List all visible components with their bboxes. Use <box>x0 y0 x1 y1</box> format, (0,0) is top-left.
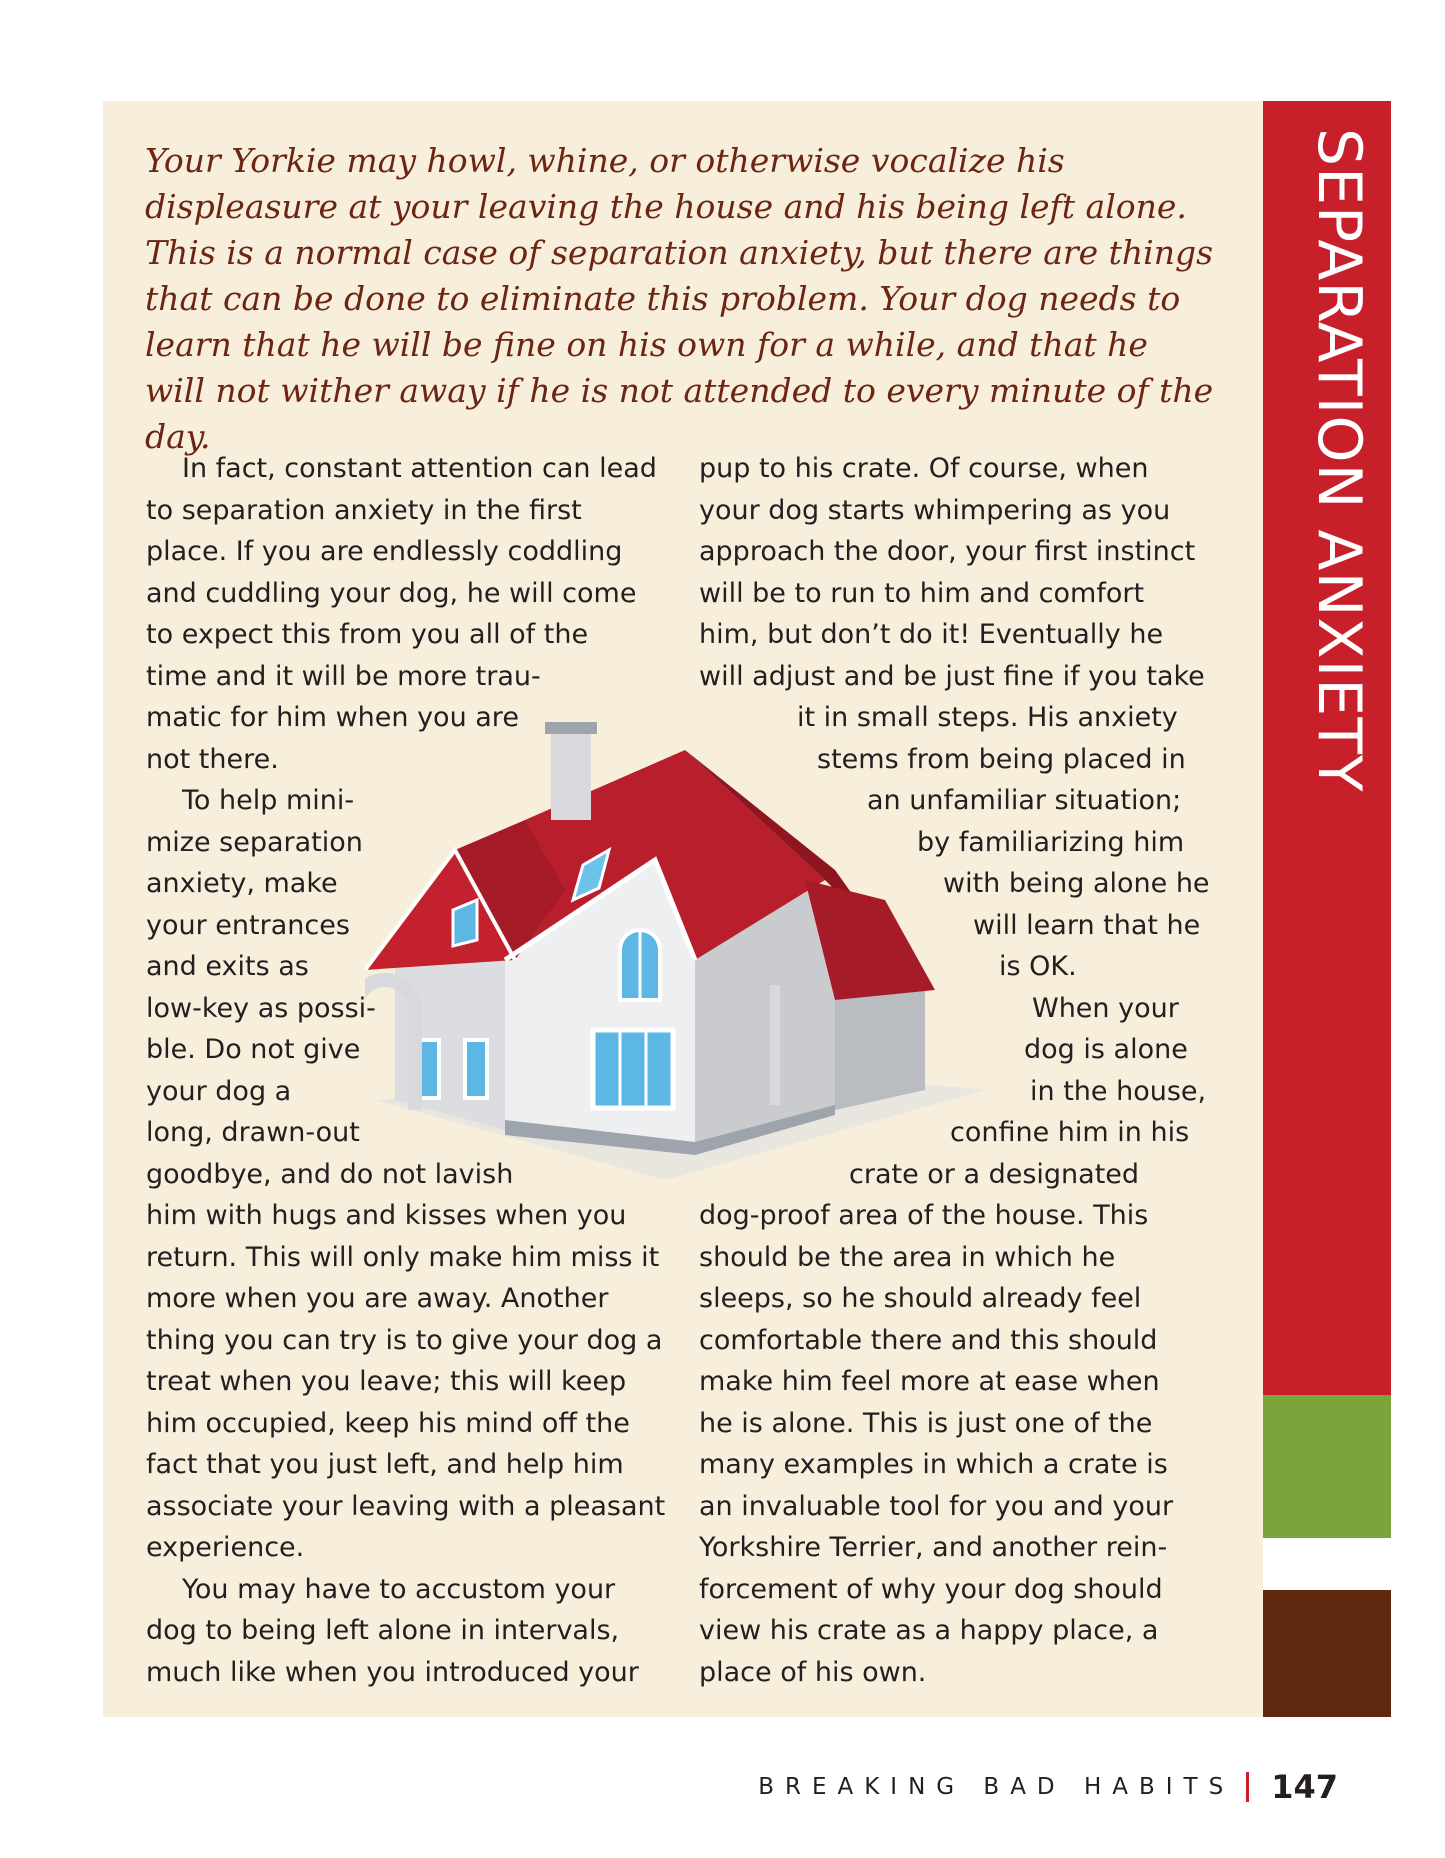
text-line: comfortable there and this should <box>699 1324 1158 1356</box>
text-line: crate or a designated <box>849 1158 1140 1190</box>
text-line: dog-proof area of the house. This <box>699 1200 1149 1231</box>
text-line: will learn that he <box>973 909 1201 941</box>
text-line: low-key as possi- <box>146 992 376 1024</box>
text-line: dog is alone <box>1024 1034 1188 1065</box>
text-line: to separation anxiety in the first <box>146 494 582 526</box>
text-line: return. This will only make him miss it <box>146 1241 660 1273</box>
text-line: Yorkshire Terrier, and another rein- <box>699 1532 1168 1563</box>
text-line: You may have to accustom your <box>182 1573 616 1605</box>
text-line: To help mini- <box>182 785 355 816</box>
sidebar-green-band <box>1263 1395 1391 1538</box>
text-line: dog to being left alone in intervals, <box>146 1615 620 1646</box>
text-line: an unfamiliar situation; <box>867 785 1182 816</box>
text-line: place. If you are endlessly coddling <box>146 536 623 567</box>
text-line: goodbye, and do not lavish <box>146 1158 514 1190</box>
text-line: sleeps, so he should already feel <box>699 1283 1142 1314</box>
text-line: much like when you introduced your <box>146 1656 639 1688</box>
text-line: by familiarizing him <box>917 826 1185 858</box>
text-line: thing you can try is to give your dog a <box>146 1324 663 1356</box>
text-line: ble. Do not give <box>146 1034 361 1065</box>
text-line: confine him in his <box>950 1117 1190 1148</box>
text-line: In fact, constant attention can lead <box>182 453 657 484</box>
text-line: him occupied, keep his mind off the <box>146 1407 630 1439</box>
text-line: experience. <box>146 1532 305 1563</box>
text-line: will adjust and be just fine if you take <box>699 660 1205 692</box>
chapter-sidebar-title: SEPARATION ANXIETY <box>1304 128 1374 793</box>
text-line: time and it will be more trau- <box>146 660 541 692</box>
text-line: treat when you leave; this will keep <box>146 1366 627 1397</box>
left-text-column <box>146 448 666 1693</box>
text-line: approach the door, your first instinct <box>699 536 1196 567</box>
text-line: with being alone he <box>943 868 1210 899</box>
text-line: place of his own. <box>699 1656 927 1688</box>
text-line: more when you are away. Another <box>146 1283 609 1314</box>
text-line: not there. <box>146 743 279 775</box>
text-line: will be to run to him and comfort <box>699 577 1145 609</box>
sidebar-brown-band <box>1263 1590 1391 1717</box>
text-line: associate your leaving with a pleasant <box>146 1490 666 1522</box>
text-line: anxiety, make <box>146 868 338 899</box>
page-footer <box>758 1768 1338 1806</box>
text-line: him with hugs and kisses when you <box>146 1200 627 1231</box>
text-line: he is alone. This is just one of the <box>699 1407 1153 1439</box>
text-line: is OK. <box>999 951 1077 982</box>
text-line: stems from being placed in <box>817 743 1186 775</box>
intro-paragraph: Your Yorkie may howl, whine, or otherwise vocalize his displeasure at your leaving the house and his being left alone. This is a normal case of separation anxiety, but there are things that can be done to eliminate this problem. Your dog needs to learn that he will be fine on his own for a while, and that he will not wither away if he is not attended to every minute of the day. <box>145 141 1214 456</box>
text-line: When your <box>1032 992 1179 1024</box>
text-line: and exits as <box>146 951 309 982</box>
text-line: many examples in which a crate is <box>699 1449 1168 1480</box>
text-line: your dog a <box>146 1075 292 1107</box>
text-line: it in small steps. His anxiety <box>797 702 1178 733</box>
text-line: make him feel more at ease when <box>699 1366 1160 1397</box>
text-line: view his crate as a happy place, a <box>699 1615 1159 1646</box>
text-line: mize separation <box>146 826 363 858</box>
text-line: matic for him when you are <box>146 702 519 733</box>
running-footer-section: BREAKING BAD HABITS <box>758 1774 1235 1800</box>
text-line: long, drawn-out <box>146 1117 360 1148</box>
text-line: in the house, <box>1030 1075 1207 1107</box>
footer-divider <box>1246 1772 1249 1802</box>
text-line: your entrances <box>146 909 350 941</box>
text-line: forcement of why your dog should <box>699 1573 1163 1605</box>
text-line: to expect this from you all of the <box>146 619 589 650</box>
right-text-column <box>699 448 1219 1693</box>
page-number: 147 <box>1271 1768 1338 1806</box>
text-line: should be the area in which he <box>699 1241 1116 1273</box>
text-line: your dog starts whimpering as you <box>699 494 1171 526</box>
text-line: fact that you just left, and help him <box>146 1449 624 1480</box>
text-line: him, but don’t do it! Eventually he <box>699 619 1164 650</box>
text-line: an invaluable tool for you and your <box>699 1490 1174 1522</box>
text-line: pup to his crate. Of course, when <box>699 453 1149 484</box>
text-line: and cuddling your dog, he will come <box>146 577 637 609</box>
